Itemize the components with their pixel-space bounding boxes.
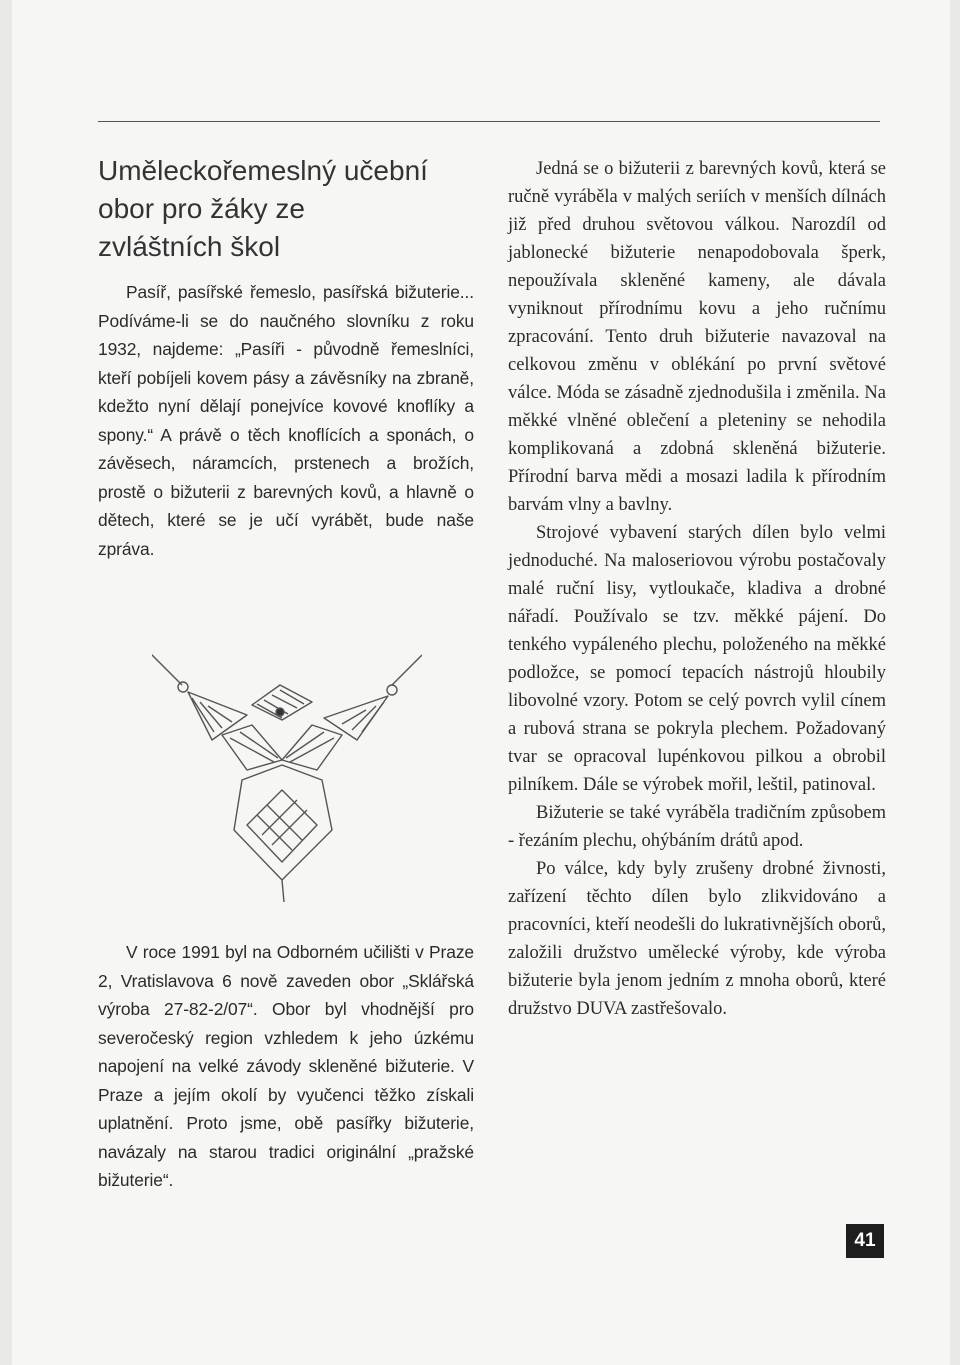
- necklace-ring-left: [178, 682, 188, 692]
- intro-paragraph: Pasíř, pasířské řemeslo, pasířská bižuterie... Podíváme-li se do naučného slovníku z roku 1932, najdeme: „Pasíři - původně řemeslníci, kteří pobíjeli kovem pásy a závěsníky na zbraně, kdežto nyní dělají ponejvíce kovové knoflíky a spony.“ A právě o těch knoflících a sponách, o závěsech, náramcích, prstenech a brožích, prostě o bižuterii z barevných kovů, a hlavně o dětech, které se je učí vyrábět, bude naše zpráva.: [98, 282, 474, 559]
- page-number-badge: 41: [846, 1224, 884, 1258]
- necklace-ring-right: [387, 685, 397, 695]
- left-column-bottom: [98, 938, 474, 1195]
- right-paragraph-4: Po válce, kdy byly zrušeny drobné živnosti, zařízení těchto dílen bylo zlikvidováno a pracovníci, kteří neodešli do lukrativnějších oborů, založili družstvo umělecké výroby, kde výroba bižuterie byla jenom jedním z mnoha oborů, které družstvo DUVA zastřešovalo.: [508, 859, 886, 1019]
- right-paragraph-3: Bižuterie se také vyráběla tradičním způsobem - řezáním plechu, ohýbáním drátů apod.: [508, 803, 886, 851]
- document-page: [12, 0, 950, 1365]
- necklace-sketch-illustration: [152, 640, 422, 910]
- necklace-chain-left: [152, 645, 182, 685]
- left-column-intro: [98, 278, 474, 563]
- article-title: Uměleckořemeslný učební obor pro žáky ze zvláštních škol: [98, 155, 428, 262]
- right-paragraph-1: Jedná se o bižuterii z barevných kovů, která se ručně vyráběla v malých seriích v menších dílnách již před druhou světovou válkou. Narozdíl od jablonecké bižuterie nenapodobovala šperk, nepoužívala skleněné kameny, ale dávala vyniknout přírodnímu kovu a jeho ručnímu zpracování. Tento druh bižuterie navazoval na celkovou změnu v oblékání po první světové válce. Móda se zásadně zjednodušila i změnila. Na měkké vlněné oblečení a pleteniny se nehodila komplikovaná a zdobná skleněná bižuterie. Přírodní barva mědi a mosazi ladila k přírodním barvám vlny a bavlny.: [508, 159, 886, 515]
- pendant-left-wing: [188, 692, 247, 740]
- pendant-middle-left: [222, 725, 282, 770]
- pendant-bottom-diamond: [247, 790, 317, 862]
- pendant-right-wing: [324, 696, 388, 740]
- header-rule: [98, 121, 880, 122]
- right-column: [508, 155, 886, 1023]
- pendant-middle-right: [282, 725, 342, 770]
- necklace-chain-right: [392, 655, 422, 685]
- bottom-left-paragraph: V roce 1991 byl na Odborném učilišti v Praze 2, Vratislavova 6 nově zaveden obor „Sklářská výroba 27-82-2/07“. Obor byl vhodnější pro severočeský region vzhledem k jeho úzkému napojení na velké závody skleněné bižuterie. V Praze a jejím okolí by vyučenci těžko získali uplatnění. Proto jsme, obě pasířky bižuterie, navázaly na starou tradici originální „pražské bižuterie“.: [98, 942, 474, 1190]
- right-paragraph-2: Strojové vybavení starých dílen bylo velmi jednoduché. Na maloseriovou výrobu postačovaly malé ruční lisy, vytloukače, kladiva a drobné nářadí. Používalo se tzv. měkké pájení. Do tenkého vypáleného plechu, položeného na měkké podložce, se pomocí tepacích nástrojů hloubily libovolné vzory. Potom se celý povrch vylil cínem a rubová strana se pokryla plechem. Požadovaný tvar se opracoval lupénkovou pilkou a obrobil pilníkem. Dále se výrobek mořil, leštil, patinoval.: [508, 523, 886, 795]
